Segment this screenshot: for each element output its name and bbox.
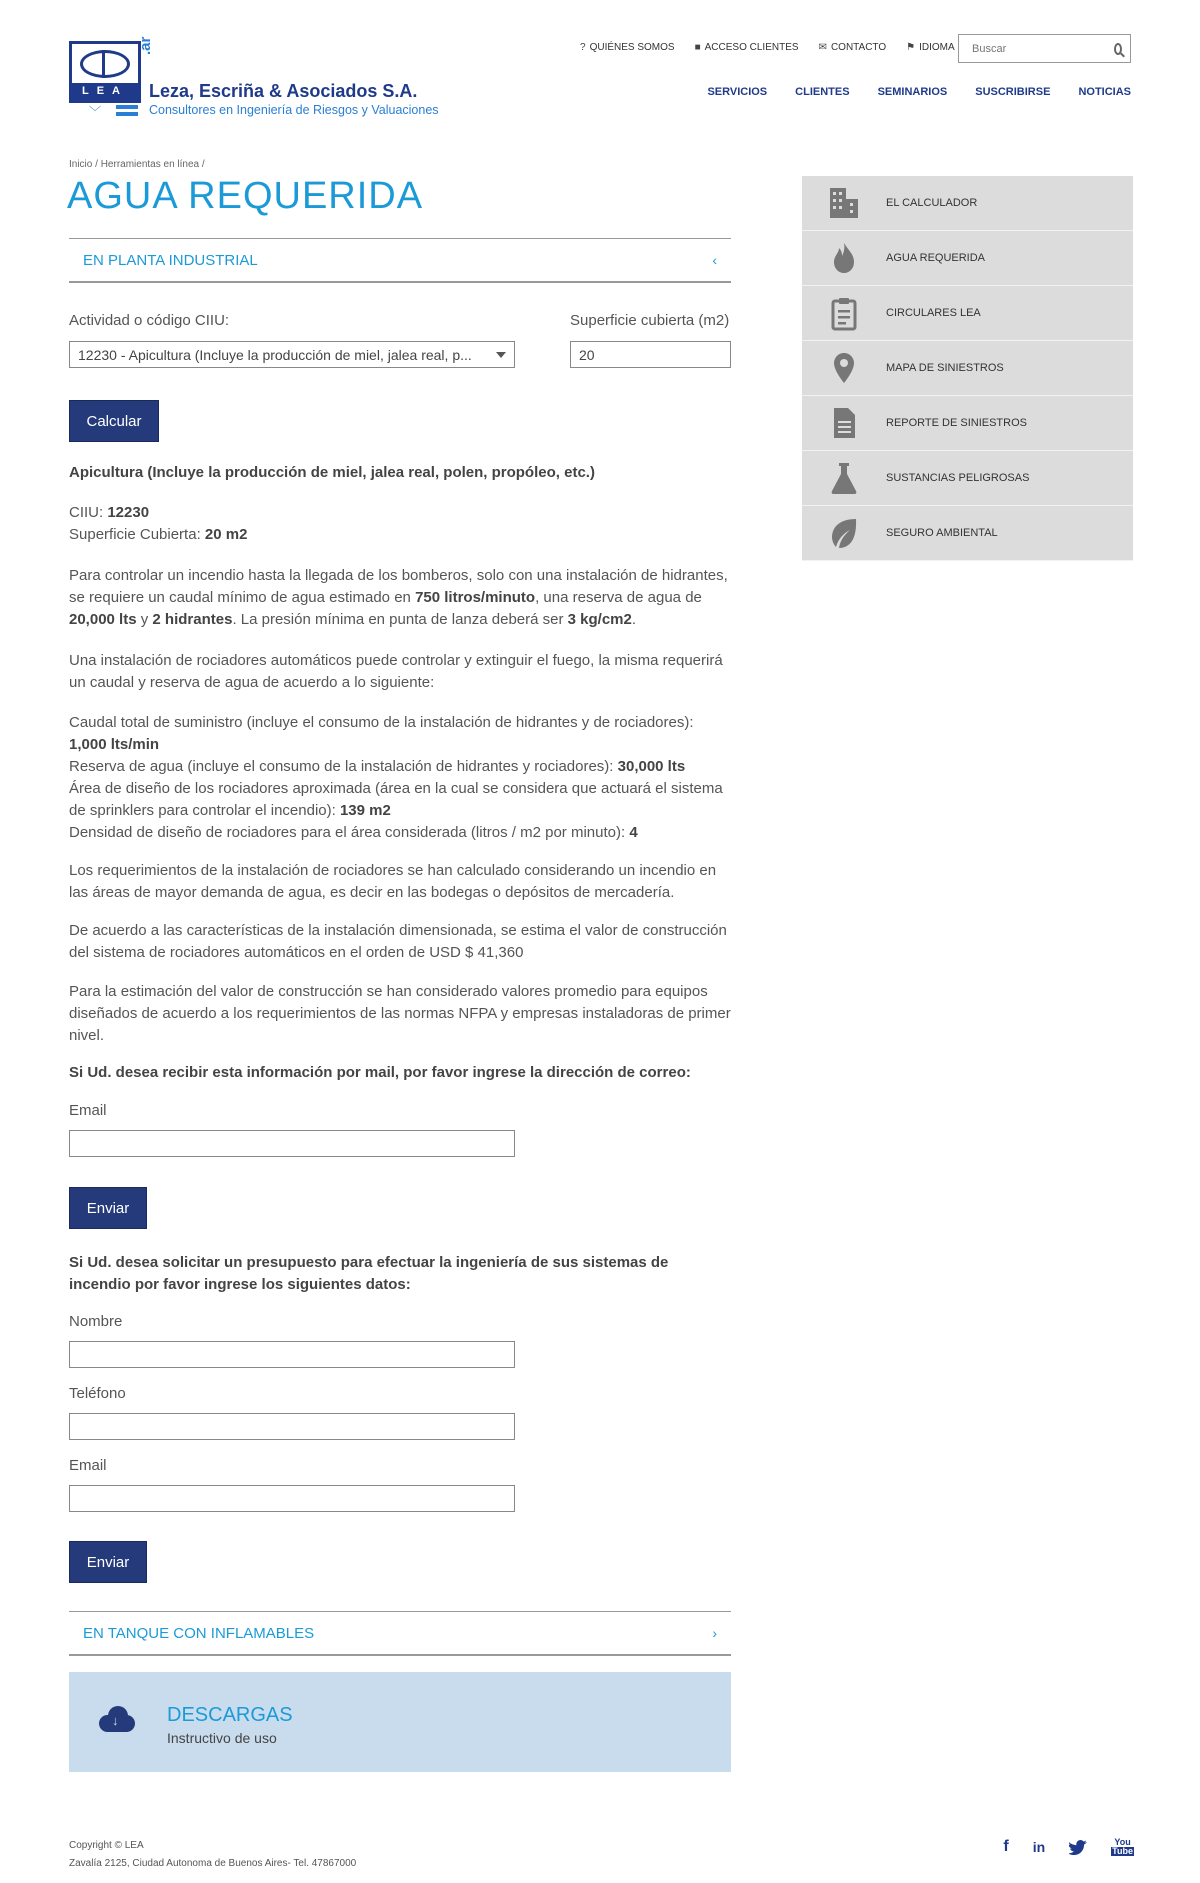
- mail-email-label: Email: [69, 1102, 107, 1119]
- tools-sidebar: [802, 176, 1133, 561]
- company-name: Leza, Escriña & Asociados S.A.: [149, 81, 418, 101]
- result-hydrants-paragraph: Para controlar un incendio hasta la llegada de los bomberos, solo con una instalación de hidrantes, se requiere un caudal mínimo de agua estimado en 750 litros/minuto, una reserva de agua de 20,000 lts y 2 hidrantes. La presión mínima en punta de lanza deberá ser 3 kg/cm2.: [69, 567, 728, 628]
- sidebar-item-circulars[interactable]: [802, 286, 1133, 341]
- quote-phone-label: Teléfono: [69, 1385, 126, 1402]
- document-icon: [826, 405, 862, 441]
- logo-chevron-icon: ﹀: [89, 105, 102, 119]
- breadcrumb-section[interactable]: Herramientas en línea: [100, 159, 200, 170]
- sidebar-label: EL CALCULADOR: [886, 197, 978, 209]
- quote-send-button[interactable]: Enviar: [69, 1541, 147, 1583]
- sidebar-item-hazardous-substances[interactable]: [802, 451, 1133, 506]
- sidebar-item-loss-report[interactable]: [802, 396, 1133, 451]
- result-sprinklers-list: Caudal total de suministro (incluye el consumo de la instalación de hidrantes y de rociadores): 1,000 lts/min Reserva de agua (incluye el consumo de la instalación de hidrantes y rociadores): 30,000 lts Área de diseño de los rociadores aproximada (área en la cual se considera que actuará el sistema de sprinklers para controlar el incendio): 139 m2 Densidad de diseño de rociadores para el área considerada (litros / m2 por minuto): 4: [69, 714, 723, 841]
- nav-clients[interactable]: CLIENTES: [795, 86, 850, 98]
- flask-icon: [826, 460, 862, 496]
- quote-email-label: Email: [69, 1457, 107, 1474]
- downloads-title: DESCARGAS: [167, 1704, 293, 1726]
- result-cost-paragraph: De acuerdo a las características de la instalación dimensionada, se estima el valor de construcción del sistema de rociadores automáticos en el orden de USD $ 41,360: [69, 922, 727, 961]
- building-icon: [826, 185, 862, 221]
- cloud-download-icon: ↓: [99, 1706, 135, 1732]
- mail-form-intro: Si Ud. desea recibir esta información por mail, por favor ingrese la dirección de correo:: [69, 1064, 691, 1081]
- page-title: AGUA REQUERIDA: [67, 175, 424, 217]
- company-tagline: Consultores en Ingeniería de Riesgos y Valuaciones: [149, 103, 439, 117]
- facebook-icon[interactable]: f: [1003, 1838, 1009, 1855]
- activity-select-value: 12230 - Apicultura (Incluye la producción de miel, jalea real, p...: [78, 346, 472, 363]
- flag-icon: ⚑: [906, 42, 916, 53]
- topnav-label: QUIÉNES SOMOS: [589, 42, 675, 53]
- clipboard-icon: [826, 295, 862, 331]
- surface-input-value: 20: [579, 346, 595, 363]
- mail-send-button[interactable]: Enviar: [69, 1187, 147, 1229]
- search-input[interactable]: [972, 43, 1114, 55]
- accordion-flammable-tank[interactable]: [69, 1611, 731, 1656]
- quote-phone-field[interactable]: [69, 1413, 515, 1440]
- search-box: [958, 34, 1131, 63]
- logo-domain-suffix: .ar: [137, 36, 154, 55]
- search-icon[interactable]: [1114, 43, 1122, 55]
- accordion-label: EN TANQUE CON INFLAMABLES: [83, 1624, 315, 1642]
- sidebar-label: CIRCULARES LEA: [886, 307, 981, 319]
- sidebar-item-required-water[interactable]: [802, 231, 1133, 286]
- breadcrumb-separator: /: [201, 159, 205, 170]
- nav-subscribe[interactable]: SUSCRIBIRSE: [975, 86, 1051, 98]
- sidebar-item-environmental-insurance[interactable]: [802, 506, 1133, 561]
- result-title: Apicultura (Incluye la producción de miel, jalea real, polen, propóleo, etc.): [69, 464, 595, 481]
- topnav-label: IDIOMA: [919, 42, 955, 53]
- surface-label: Superficie cubierta (m2): [570, 312, 730, 329]
- surface-input[interactable]: [570, 341, 731, 368]
- result-demand-paragraph: Los requerimientos de la instalación de rociadores se han calculado considerando un incendio en las áreas de mayor demanda de agua, es decir en las bodegas o depósitos de mercadería.: [69, 862, 717, 901]
- activity-select[interactable]: [69, 341, 515, 368]
- twitter-icon[interactable]: [1069, 1840, 1087, 1855]
- quote-email-field[interactable]: [69, 1485, 515, 1512]
- topnav-contact[interactable]: [819, 42, 887, 53]
- quote-form-intro: Si Ud. desea solicitar un presupuesto para efectuar la ingeniería de sus sistemas de incendio por favor ingrese los siguientes datos:: [69, 1254, 669, 1293]
- result-sprinklers-intro: Una instalación de rociadores automáticos puede controlar y extinguir el fuego, la misma requerirá un caudal y reserva de agua de acuerdo a lo siguiente:: [69, 652, 723, 691]
- sidebar-item-loss-map[interactable]: [802, 341, 1133, 396]
- topnav-language[interactable]: [906, 42, 955, 53]
- lock-icon: ■: [694, 42, 701, 53]
- nav-seminars[interactable]: SEMINARIOS: [877, 86, 948, 98]
- footer-address: Zavalía 2125, Ciudad Autonoma de Buenos Aires- Tel. 47867000: [69, 1858, 357, 1869]
- result-estimate-paragraph: Para la estimación del valor de construcción se han considerado valores promedio para equipos diseñados de acuerdo a los requerimientos de las normas NFPA y empresas instaladoras de primer nivel.: [69, 983, 731, 1044]
- result-summary: CIIU: 12230 Superficie Cubierta: 20 m2: [69, 504, 248, 543]
- map-pin-icon: [826, 350, 862, 386]
- caret-down-icon: [496, 352, 506, 358]
- logo-bars: [116, 105, 138, 119]
- sidebar-label: REPORTE DE SINIESTROS: [886, 417, 1027, 429]
- activity-label: Actividad o código CIIU:: [69, 312, 230, 329]
- youtube-icon[interactable]: You Tube: [1112, 1837, 1133, 1856]
- linkedin-icon[interactable]: in: [1032, 1839, 1046, 1855]
- nav-news[interactable]: NOTICIAS: [1078, 86, 1131, 98]
- downloads-panel[interactable]: [69, 1672, 731, 1772]
- topnav-label: CONTACTO: [830, 42, 887, 53]
- sidebar-label: AGUA REQUERIDA: [886, 252, 986, 264]
- nav-services[interactable]: SERVICIOS: [707, 86, 768, 98]
- sidebar-label: MAPA DE SINIESTROS: [886, 362, 1004, 374]
- topnav-about[interactable]: [580, 42, 675, 53]
- sidebar-label: SEGURO AMBIENTAL: [886, 527, 998, 539]
- accordion-industrial-plant[interactable]: [69, 238, 731, 283]
- accordion-label: EN PLANTA INDUSTRIAL: [83, 251, 258, 269]
- flame-icon: [826, 240, 862, 276]
- logo-letters: LEA: [72, 83, 138, 100]
- quote-name-field[interactable]: [69, 1341, 515, 1368]
- leaf-icon: [826, 515, 862, 551]
- breadcrumb-home[interactable]: Inicio: [69, 159, 93, 170]
- question-icon: ?: [580, 42, 586, 53]
- logo-mark: [69, 41, 141, 103]
- mail-icon: ✉: [818, 42, 827, 53]
- top-utility-nav: [580, 42, 955, 53]
- quote-name-label: Nombre: [69, 1313, 123, 1330]
- topnav-client-access[interactable]: [695, 42, 799, 53]
- breadcrumb: [69, 159, 205, 170]
- chevron-left-icon: ‹: [712, 252, 717, 268]
- mail-email-field[interactable]: [69, 1130, 515, 1157]
- chevron-right-icon: ›: [712, 1625, 717, 1641]
- downloads-subtitle[interactable]: Instructivo de uso: [167, 1730, 277, 1746]
- calculate-button[interactable]: Calcular: [69, 400, 159, 442]
- sidebar-label: SUSTANCIAS PELIGROSAS: [886, 472, 1030, 484]
- footer-copyright: Copyright © LEA: [69, 1840, 144, 1851]
- company-logo[interactable]: [69, 33, 449, 119]
- social-links: [1003, 1838, 1134, 1856]
- topnav-label: ACCESO CLIENTES: [704, 42, 799, 53]
- sidebar-item-calculator[interactable]: [802, 176, 1133, 231]
- footer-info: [69, 1837, 356, 1873]
- breadcrumb-separator: /: [95, 159, 98, 170]
- main-nav: [707, 86, 1131, 98]
